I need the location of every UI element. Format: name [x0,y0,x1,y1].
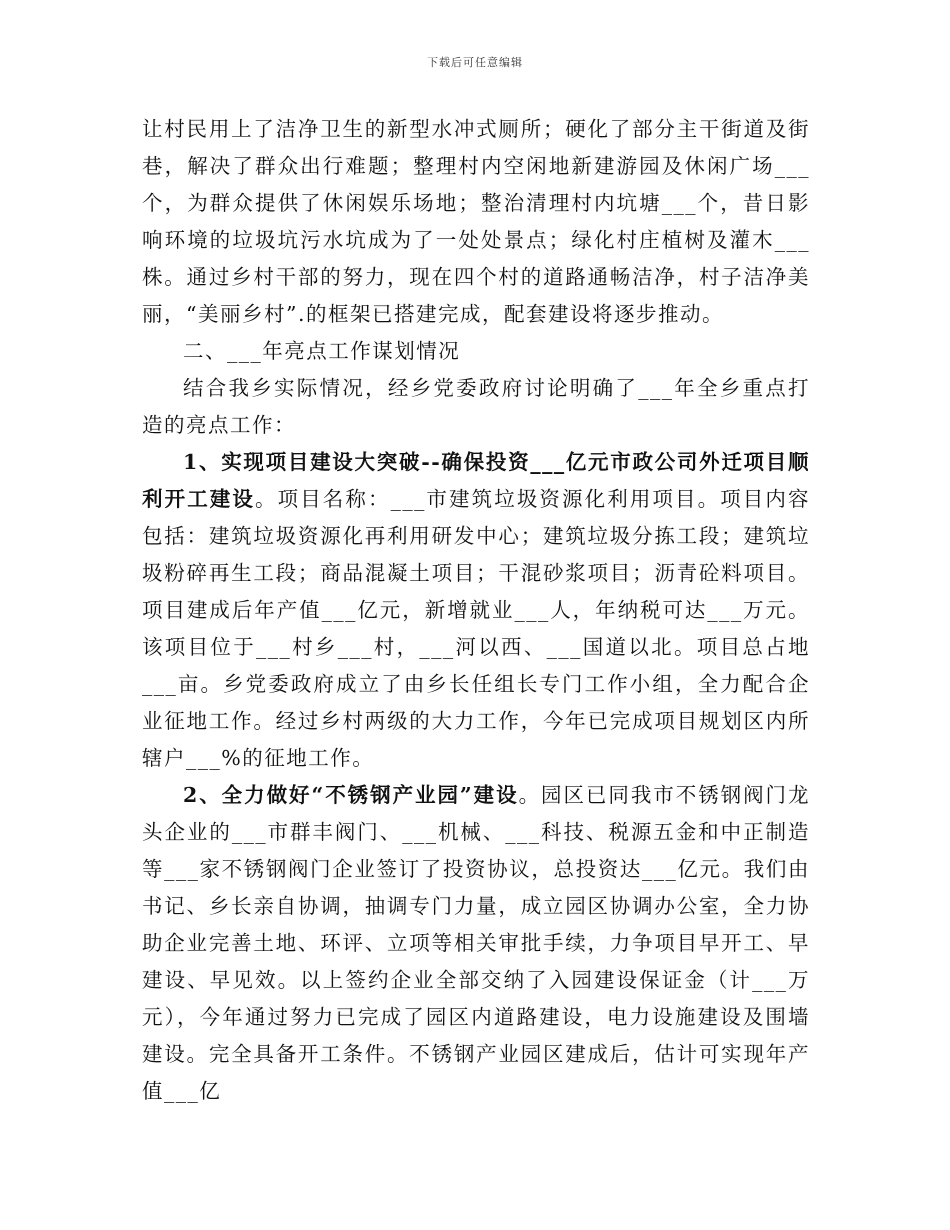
paragraph-1: 让村民用上了洁净卫生的新型水冲式厕所；硬化了部分主干街道及街巷，解决了群众出行难题；整理村内空闲地新建游园及休闲广场___个，为群众提供了休闲娱乐场地；整治清理村内坑塘___个，昔日影响环境的垃圾坑污水坑成为了一处处景点；绿化村庄植树及灌木___株。通过乡村干部的努力，现在四个村的道路通畅洁净，村子洁净美丽，“美丽乡村”.的框架已搭建完成，配套建设将逐步推动。 [142,117,810,326]
paragraph-3 [142,444,810,777]
paragraph-4-bold-lead: 2、全力做好“不锈钢产业园”建设 [183,783,519,807]
page-header: 下载后可任意编辑 [427,56,523,69]
paragraph-4-body: 。园区已同我市不锈钢阀门龙头企业的___市群丰阀门、___机械、___科技、税源五金和中正制造等___家不锈钢阀门企业签订了投资协议，总投资达___亿元。我们由书记、乡长亲自协调，抽调专门力量，成立园区协调办公室，全力协助企业完善土地、环评、立项等相关审批手续，力争项目早开工、早建设、早见效。以上签约企业全部交纳了入园建设保证金（计___万元），今年通过努力已完成了园区内道路建设，电力设施建设及围墙建设。完全具备开工条件。不锈钢产业园区建成后，估计可实现年产值___亿 [142,783,810,1103]
section-heading-2: 二、___年亮点工作谋划情况 [183,339,461,363]
paragraph-3-body: 。项目名称：___市建筑垃圾资源化利用项目。项目内容包括：建筑垃圾资源化再利用研发中心；建筑垃圾分拣工段；建筑垃圾粉碎再生工段；商品混凝土项目；干混砂浆项目；沥青砼料项目。项目建成后年产值___亿元，新增就业___人，年纳税可达___万元。该项目位于___村乡___村，___河以西、___国道以北。项目总占地___亩。乡党委政府成立了由乡长任组长专门工作小组，全力配合企业征地工作。经过乡村两级的大力工作，今年已完成项目规划区内所辖户___%的征地工作。 [142,487,811,770]
paragraph-3-bold-lead: 1、实现项目建设大突破--确保投资___亿元市政公司外迁项目顺利开工建设 [142,450,810,511]
document-body [142,111,810,1110]
paragraph-4 [142,777,810,1110]
paragraph-2: 结合我乡实际情况，经乡党委政府讨论明确了___年全乡重点打造的亮点工作： [142,376,810,437]
